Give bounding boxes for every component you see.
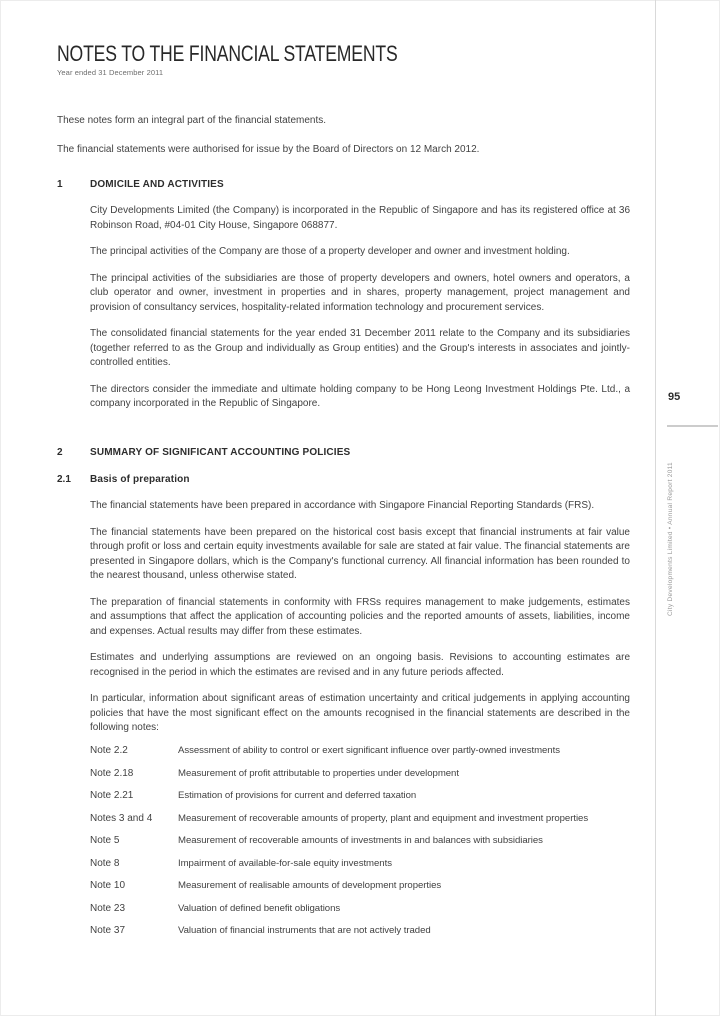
- note-row: [90, 767, 630, 782]
- note-reference: Note 2.18: [90, 767, 134, 779]
- estimation-uncertainty-notes-list: [57, 744, 630, 947]
- report-side-caption: City Developments Limited • Annual Report 2011: [667, 462, 674, 616]
- body-paragraph: The financial statements have been prepared in accordance with Singapore Financial Reporting Standards (FRS).: [90, 500, 595, 511]
- note-reference: Note 10: [90, 880, 126, 891]
- body-paragraph: The directors consider the immediate and ultimate holding company to be Hong Leong Investment Holdings Pte. Ltd., a company incorporated in the Republic of Singapore.: [90, 383, 630, 409]
- note-description: Measurement of recoverable amounts of investments in and balances with subsidiaries: [178, 835, 543, 846]
- note-description: Valuation of defined benefit obligations: [178, 902, 341, 914]
- section-heading: SUMMARY OF SIGNIFICANT ACCOUNTING POLICIES: [90, 447, 351, 458]
- section-heading: DOMICILE AND ACTIVITIES: [90, 179, 224, 190]
- page-number: 95: [668, 391, 681, 403]
- section-number: 2: [57, 447, 63, 458]
- note-reference: Note 2.2: [90, 745, 128, 756]
- section-body: [57, 499, 630, 736]
- note-reference: Note 23: [90, 902, 126, 914]
- note-description: Assessment of ability to control or exert significant influence over partly-owned investments: [178, 745, 560, 756]
- section-heading-row: [57, 179, 630, 191]
- note-reference: Note 2.21: [90, 790, 134, 801]
- note-description: Measurement of recoverable amounts of property, plant and equipment and investment properties: [178, 812, 589, 824]
- note-row: [90, 879, 630, 894]
- note-description: Valuation of financial instruments that are not actively traded: [178, 925, 431, 936]
- note-reference: Notes 3 and 4: [90, 812, 153, 824]
- note-row: [90, 812, 630, 827]
- body-paragraph: The consolidated financial statements for the year ended 31 December 2011 relate to the Company and its subsidiaries (together referred to as the Group and individually as Group entities) and the Group's interests in associates and jointly-controlled entities.: [90, 328, 630, 368]
- intro-paragraphs: [57, 114, 630, 171]
- page-number-rule: [667, 425, 718, 427]
- body-paragraph: The principal activities of the Company are those of a property developer and owner and investment holding.: [90, 246, 570, 257]
- section-number: 2.1: [57, 474, 71, 485]
- section-heading-row: [57, 474, 630, 486]
- body-paragraph: In particular, information about significant areas of estimation uncertainty and critical judgements in applying accounting policies that have the most significant effect on the amounts recognised in the financial statements are described in the following notes:: [90, 693, 630, 733]
- intro-paragraph: These notes form an integral part of the financial statements.: [57, 115, 327, 126]
- note-reference: Note 5: [90, 835, 120, 846]
- body-paragraph: The principal activities of the subsidiaries are those of property developers and owners, hotel owners and operators, a club operator and owner, investment in properties and in shares, property management, project management and provision of consultancy services, hospitality-related information technology and procurement services.: [90, 272, 630, 313]
- section-number: 1: [57, 179, 63, 190]
- note-row: [90, 924, 630, 939]
- document-header: [57, 42, 630, 77]
- section-heading-row: [57, 447, 630, 459]
- body-paragraph: Estimates and underlying assumptions are reviewed on an ongoing basis. Revisions to accounting estimates are recognised in the period in which the estimates are revised and in any future periods affected.: [90, 652, 630, 678]
- note-row: [90, 789, 630, 804]
- body-paragraph: The preparation of financial statements in conformity with FRSs requires management to make judgements, estimates and assumptions that affect the application of accounting policies and the reported amounts of assets, liabilities, income and expenses. Actual results may differ from these estimates.: [90, 596, 630, 637]
- page-title: NOTES TO THE FINANCIAL STATEMENTS: [57, 41, 398, 66]
- section-basis-of-preparation: [57, 474, 630, 748]
- subsection-heading: Basis of preparation: [90, 474, 190, 485]
- note-row: [90, 902, 630, 917]
- note-row: [90, 834, 630, 849]
- note-reference: Note 8: [90, 857, 120, 869]
- note-description: Impairment of available-for-sale equity investments: [178, 857, 392, 869]
- body-paragraph: City Developments Limited (the Company) is incorporated in the Republic of Singapore and has its registered office at 36 Robinson Road, #04-01 City House, Singapore 068877.: [90, 205, 630, 231]
- note-description: Estimation of provisions for current and deferred taxation: [178, 790, 417, 801]
- note-row: [90, 744, 630, 759]
- intro-paragraph: The financial statements were authorised for issue by the Board of Directors on 12 March 2012.: [57, 143, 480, 155]
- note-reference: Note 37: [90, 925, 126, 936]
- page-subtitle: Year ended 31 December 2011: [57, 68, 164, 77]
- section-body: [57, 204, 630, 412]
- sidebar-divider-line: [655, 0, 656, 1016]
- section-summary-of-significant-accounting-policies: [57, 447, 630, 472]
- note-description: Measurement of realisable amounts of development properties: [178, 880, 442, 891]
- body-paragraph: The financial statements have been prepared on the historical cost basis except that financial instruments at fair value through profit or loss and certain equity investments available for sale are stated at fair value. The financial statements are presented in Singapore dollars, which is the Company's functional currency. All financial information has been rounded to the nearest thousand, unless otherwise stated.: [90, 526, 630, 581]
- note-description: Measurement of profit attributable to properties under development: [178, 767, 459, 779]
- note-row: [90, 857, 630, 872]
- section-domicile-and-activities: [57, 179, 630, 424]
